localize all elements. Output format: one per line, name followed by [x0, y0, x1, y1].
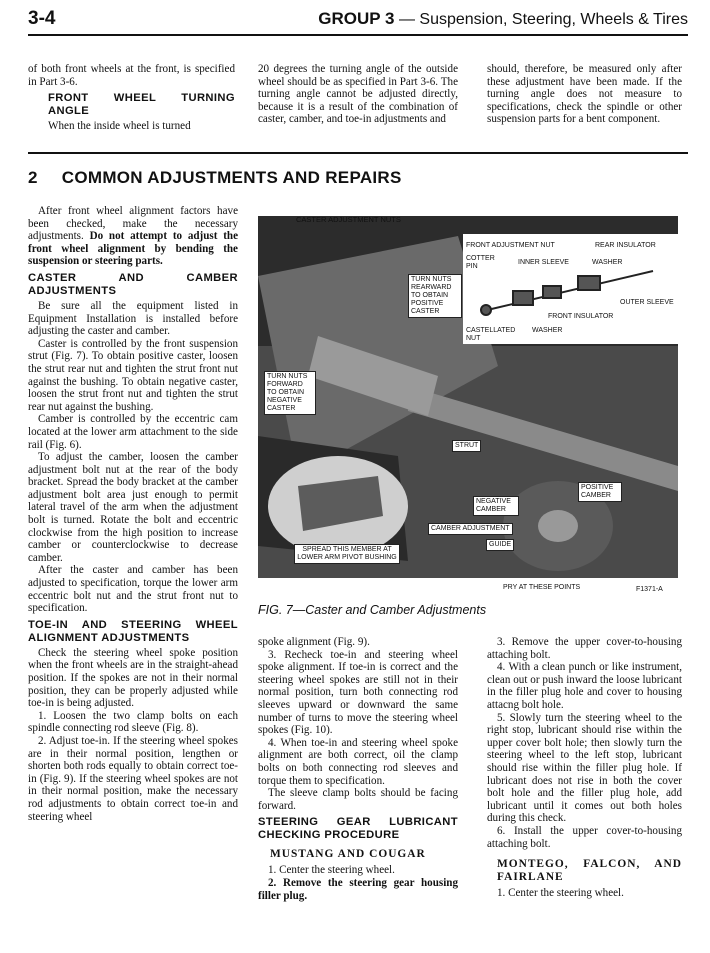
paragraph: When the inside wheel is turned	[48, 120, 191, 133]
paragraph: Caster is controlled by the front suspension strut (Fig. 7). To obtain positive caster, loosen the strut rear nut and tighten the strut front nut against the bushing. To obtain negative caster, loosen the strut front nut and tighten the strut rear nut against the bushing.	[28, 337, 238, 413]
page-number: 3-4	[28, 8, 56, 29]
right-column	[487, 636, 682, 900]
label-outer-sleeve: OUTER SLEEVE	[620, 299, 674, 306]
label-turn-forward: TURN NUTS FORWARD TO OBTAIN NEGATIVE CASTER	[264, 371, 316, 415]
label-front-adjustment-nut: FRONT ADJUSTMENT NUT	[466, 242, 555, 249]
left-column	[28, 205, 238, 823]
middle-column	[258, 636, 458, 902]
label-negative-camber: NEGATIVE CAMBER	[473, 496, 519, 516]
figure-id: F1371-A	[636, 586, 663, 593]
paragraph: After the caster and camber has been adjusted to specification, torque the lower arm eccentric bolt nut and the strut front nut to specification.	[28, 564, 238, 615]
paragraph: 1. Loosen the two clamp bolts on each spindle connecting rod sleeve (Fig. 8).	[28, 709, 238, 735]
paragraph: 20 degrees the turning angle of the outside wheel should be as specified in Part 3-6. The turning angle cannot be adjusted directly, because it is a result of the combination of caster, camber, and toe-in adjustments and	[258, 63, 458, 126]
figure-illustration	[258, 216, 678, 594]
paragraph: should, therefore, be measured only after these adjustment have been made. If the turning angle does not measure to specifications, check the spindle or other suspension parts for a bent component.	[487, 63, 682, 126]
section-title: COMMON ADJUSTMENTS AND REPAIRS	[61, 168, 402, 187]
intro-warning: Do not attempt to adjust the front wheel alignment by bending the suspension or steering parts.	[28, 230, 238, 268]
paragraph: Check the steering wheel spoke position when the front wheels are in the straight-ahead position. If the spokes are not in their normal position, they can be properly adjusted while toe-in is being adjusted.	[28, 646, 238, 710]
paragraph: 5. Slowly turn the steering wheel to the right stop, lubricant should rise within the upper cover bolt hole; then slowly turn the steering wheel to the left stop, lubricant should rise within the filler plug hole. If lubricant does not rise in both the cover bolt hole and the filler plug hole, add lubricant until it comes out both holes during this check.	[487, 711, 682, 825]
top-column-3	[487, 63, 682, 126]
label-front-insulator: FRONT INSULATOR	[548, 313, 614, 320]
label-positive-camber: POSITIVE CAMBER	[578, 482, 622, 502]
section-heading	[28, 168, 402, 188]
top-column-1	[28, 63, 235, 133]
section-rule	[28, 152, 688, 154]
label-inner-sleeve: INNER SLEEVE	[518, 259, 569, 266]
header-rule	[28, 34, 688, 36]
paragraph: 4. With a clean punch or like instrument, clean out or push inward the loose lubricant in the filler plug hole and cover to housing attacng bolt hole.	[487, 661, 682, 711]
paragraph: 3. Remove the upper cover-to-housing attaching bolt.	[487, 636, 682, 661]
label-strut: STRUT	[452, 440, 481, 452]
paragraph: Camber is controlled by the eccentric cam located at the lower arm attachment to the side rail (Fig. 6).	[28, 413, 238, 451]
subheading-montego: MONTEGO, FALCON, AND FAIRLANE	[497, 858, 682, 884]
section-number: 2	[28, 168, 38, 187]
subheading-toe-in: TOE-IN AND STEERING WHEEL ALIGNMENT ADJUSTMENTS	[28, 618, 238, 644]
label-washer-top: WASHER	[592, 259, 623, 266]
paragraph: Be sure all the equipment listed in Equipment Installation is installed before adjusting the caster and camber.	[28, 299, 238, 338]
subheading-caster-camber: CASTER AND CAMBER ADJUSTMENTS	[28, 271, 238, 297]
subheading-mustang: MUSTANG AND COUGAR	[270, 848, 426, 861]
label-cotter-pin: COTTER PIN	[466, 255, 495, 270]
label-pry-points: PRY AT THESE POINTS	[503, 584, 581, 591]
label-camber-adjustment: CAMBER ADJUSTMENT	[428, 523, 513, 535]
intro-text: After front wheel alignment factors have been checked, make the necessary adjustments.	[28, 205, 238, 243]
paragraph: 3. Recheck toe-in and steering wheel spoke alignment. If toe-in is correct and the steering wheel spokes are still not in their normal position, turn both connecting rod sleeves upward or downward the same number of turns to move the steering wheel spokes (Fig. 10).	[258, 648, 458, 737]
figure-caption: FIG. 7—Caster and Camber Adjustments	[258, 603, 487, 617]
paragraph: spoke alignment (Fig. 9).	[258, 636, 370, 648]
label-caster-nuts: CASTER ADJUSTMENT NUTS	[296, 216, 401, 224]
subheading-lubricant: STEERING GEAR LUBRICANT CHECKING PROCEDURE	[258, 816, 458, 842]
label-rear-insulator: REAR INSULATOR	[595, 242, 656, 249]
group-title	[318, 9, 688, 29]
paragraph: 6. Install the upper cover-to-housing attaching bolt.	[487, 824, 682, 850]
group-subtitle: — Suspension, Steering, Wheels & Tires	[398, 11, 688, 28]
label-spread-member: SPREAD THIS MEMBER AT LOWER ARM PIVOT BUSHING	[294, 544, 400, 564]
paragraph: 2. Adjust toe-in. If the steering wheel spokes are in their normal position, lengthen or shorten both rods equally to obtain correct toe-in (Fig. 9). If the steering wheel spokes are not in their normal position, make the necessary rod adjustments to obtain correct toe-in and steering wheel	[28, 734, 238, 823]
label-guide: GUIDE	[486, 539, 514, 551]
paragraph: 4. When toe-in and steering wheel spoke alignment are both correct, oil the clamp bolts on both connecting rod sleeves and torque them to specification.	[258, 736, 458, 787]
paragraph: 2. Remove the steering gear housing filler plug.	[258, 876, 458, 902]
paragraph: The sleeve clamp bolts should be facing forward.	[258, 787, 458, 812]
figure-7-photo	[258, 216, 678, 594]
label-turn-rearward: TURN NUTS REARWARD TO OBTAIN POSITIVE CASTER	[408, 274, 462, 318]
label-washer-bottom: WASHER	[532, 327, 563, 334]
subheading-turning-angle: FRONT WHEEL TURNING ANGLE	[48, 92, 235, 118]
top-column-2	[258, 63, 458, 126]
page-header	[28, 8, 688, 32]
paragraph: of both front wheels at the front, is specified in Part 3-6.	[28, 63, 235, 88]
paragraph: 1. Center the steering wheel.	[497, 887, 624, 900]
intro-paragraph	[28, 205, 238, 268]
group-label: GROUP 3	[318, 9, 395, 28]
label-castellated-nut: CASTELLATED NUT	[464, 326, 520, 344]
paragraph: 1. Center the steering wheel.	[268, 864, 395, 877]
paragraph: To adjust the camber, loosen the camber adjustment bolt nut at the rear of the body bracket. Spread the body bracket at the camber adjustment bolt area just enough to permit lateral travel of the arm when the adjustment bolt is turned. Rotate the bolt and eccentric clockwise from the high position to increase camber or counterclockwise to decrease camber.	[28, 451, 238, 564]
